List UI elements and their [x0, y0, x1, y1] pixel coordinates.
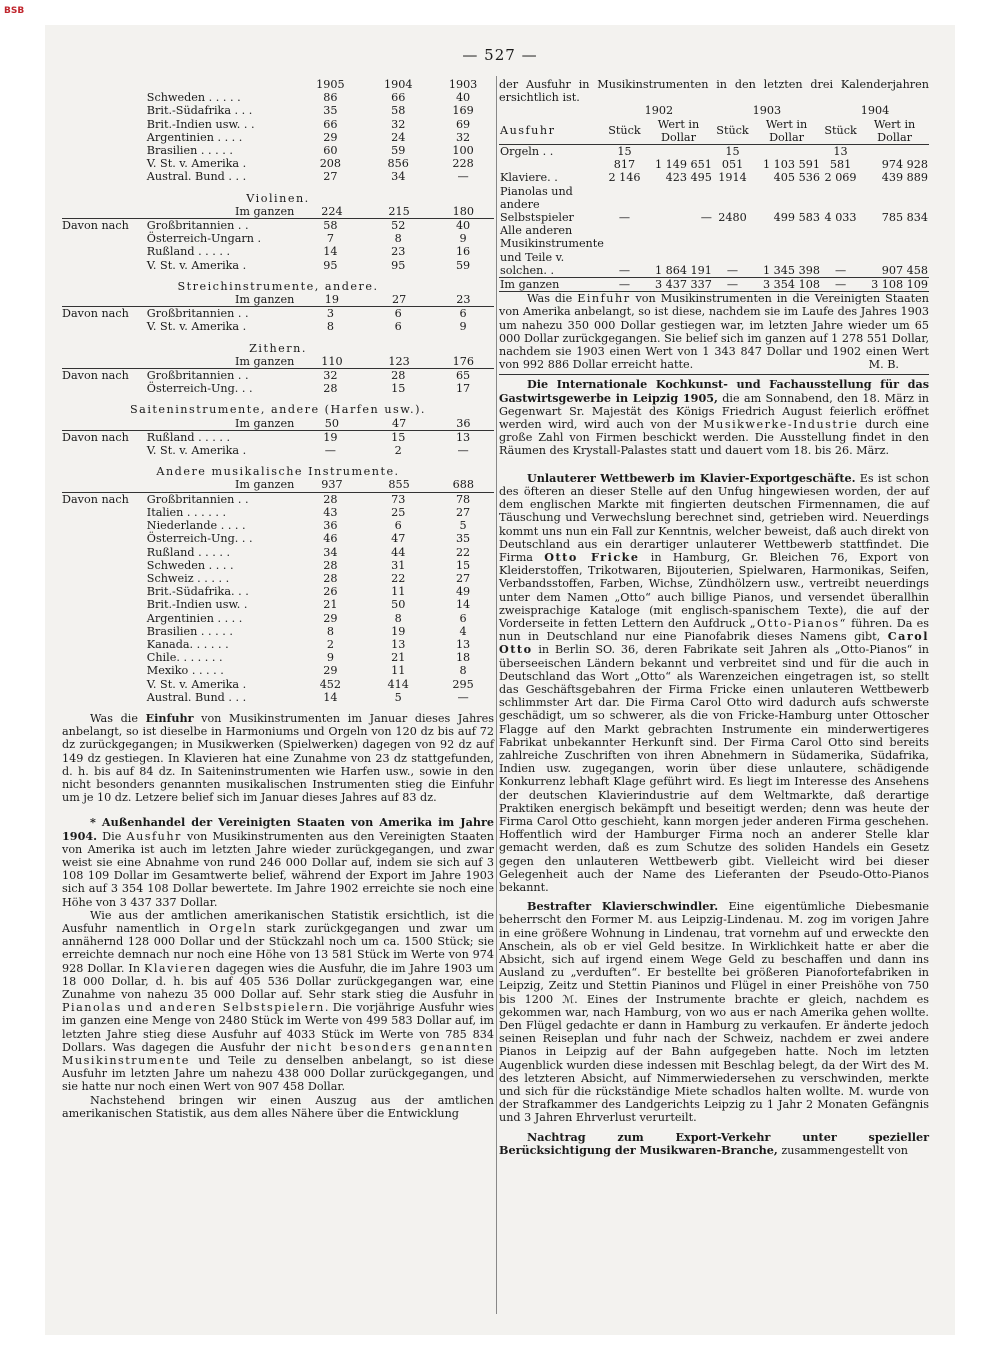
row-value: 23	[391, 245, 406, 259]
row-country: Niederlande . . . .	[146, 519, 246, 533]
row-value: 785 834	[881, 211, 928, 225]
section-title: Andere musikalische Instrumente.	[156, 465, 400, 479]
table-row	[62, 157, 494, 170]
row-prefix	[62, 519, 147, 532]
table-row	[62, 259, 494, 272]
row-value: 34	[391, 170, 406, 184]
row-value: 15	[455, 558, 471, 572]
row-country: Mexiko . . . . .	[146, 664, 224, 678]
row-country: Rußland . . . . .	[146, 245, 231, 259]
row-country: V. St. v. Amerika .	[146, 258, 247, 272]
total-label: Im ganzen	[234, 354, 295, 368]
table-row	[62, 546, 494, 559]
table-row	[62, 232, 494, 245]
total-value: 36	[456, 416, 471, 430]
table-row	[62, 506, 494, 519]
row-value: 1 864 191	[654, 263, 712, 277]
row-value: 49	[455, 585, 471, 599]
row-value: 95	[391, 258, 406, 272]
row-country: V. St. v. Amerika .	[146, 677, 247, 691]
row-value: —	[457, 444, 469, 458]
row-value: 50	[391, 598, 406, 612]
table-row	[62, 131, 494, 144]
table-row	[499, 224, 929, 277]
total-value: 855	[388, 478, 410, 492]
row-value: —	[834, 263, 847, 277]
page-number: — 527 —	[462, 46, 538, 64]
row-value: 19	[323, 430, 338, 444]
row-prefix	[62, 625, 147, 638]
row-value: 8	[394, 232, 402, 246]
row-value: 169	[452, 104, 474, 118]
row-value: 31	[391, 558, 406, 572]
row-value: 2	[326, 637, 334, 651]
row-value: 2	[394, 444, 402, 458]
row-value: 452	[319, 677, 342, 691]
row-country: Österreich-Ung. . .	[146, 382, 253, 396]
row-value: 8	[326, 624, 334, 638]
row-value: 1 149 651	[654, 158, 712, 172]
row-value: 13	[391, 637, 406, 651]
table-row	[62, 559, 494, 572]
row-label: Klaviere. .	[500, 171, 558, 185]
row-prefix	[62, 559, 147, 572]
total-value: 110	[321, 354, 343, 368]
wettbewerb-paragraph: Unlauterer Wettbewerb im Klavier-Exportgeschäfte. Es ist schon des öfteren an dieser Stelle auf den Unfug hingewiesen worden, der auf dem englischen Markte mit fingierten deutschen Firmennamen, die auf Täuschung und Verwechslung berechnet sind, getrieben wird. Neuerdings kommt uns nun ein Fall zur Kenntnis, welcher beweist, daß auch direkt von Deutschland aus ein derartiger unlauterer Wettbewerb stattfindet. Die Firma Otto Fricke in Hamburg, Gr. Bleichen 76, Export von Kleiderstoffen, Trikotwaren, Bijouterien, Spielwaren, Harmonikas, Seifen, Verbandsstoffen, Farben, Wichse, Zündhölzern usw., vertreibt neuerdings unter dem Namen „Otto“ auch billige Pianos, und versendet überallhin zweisprachige Kataloge (mit englisch-spanischem Texte), die auf der Vorderseite in fetten Lettern den Aufdruck „Otto-Pianos“ führen. Da es nun in Deutschland nur eine Pianofabrik dieses Namens gibt, Carol Otto in Berlin SO. 36, deren Fabrikate seit Jahren als „Otto-Pianos“ in überseeischen Ländern bekannt und verbreitet sind und für die auch in Deutschland das Wort „Otto“ als Warenzeichen eingetragen ist, so stellt das Geschäftsgebahren der Firma Fricke einen unlauteren Wettbewerb schlimmster Art dar. Die Firma Carol Otto wird dadurch aufs schwerste geschädigt, um so schwerer, als die von Fricke-Hamburg unter Ottoscher Flagge auf den Markt gebrachten Instrumente ein minderwertigeres Fabrikat unbekannter Herkunft sind. Der Firma Carol Otto sind bereits zahlreiche Zuschriften von ihren Abnehmern in Südamerika, Südafrika, Indien usw. zugegangen, worin über diese unlautere, schädigende Konkurrenz lebhaft Klage geführt wird. Es liegt im Interesse des Ansehens der deutschen Klavierindustrie auf dem Weltmarkte, daß derartige Praktiken energisch bekämpft und beseitigt werden; denn was heute der Firma Carol Otto geschieht, kann morgen jeder anderen Firma geschehen. Hoffentlich wird der Hamburger Firma noch an anderer Stelle klar gemacht werden, daß es zum Schutze des soliden Handels ein Gesetz gegen den unlauteren Wettbewerb gibt. Vielleicht wird bei dieser Gelegenheit auch der Name des Lieferanten der Pseudo-Otto-Pianos bekannt.	[499, 470, 929, 894]
row-prefix: Davon nach	[62, 369, 129, 383]
row-value: 8	[394, 611, 402, 625]
row-value: 3	[326, 307, 334, 321]
row-country: Schweiz . . . . .	[146, 571, 230, 585]
row-value: 100	[452, 144, 474, 158]
row-value: 17	[455, 382, 471, 396]
row-value: 5	[459, 519, 467, 533]
column-divider	[496, 76, 497, 1314]
total-value: 19	[324, 293, 340, 307]
export-table: 1902 1903 1904 Ausfuhr Stück Wert in Dollar Stück Wert in Dollar Stück Wert in Dollar Orgeln . . 15 817 1 149 651 15 051 1 103 591 13 581 974 928 Klaviere. . 2 146 423 495 1914 405 536 2 069 439 889 Pianolas und andere Selbstspieler — — 2480 499 583 4 033 785 834 Alle anderen Musikinstrumente und Teile v. solchen. . — 1 864 191 — 1 345 398 — 907 458 Im ganzen — 3 437 337 — 3 354 108 — 3 108 109	[500, 104, 928, 292]
row-value: 6	[459, 307, 467, 321]
total-value: 215	[388, 204, 410, 218]
row-value: 26	[323, 585, 338, 599]
row-value: 78	[455, 492, 471, 506]
row-prefix	[62, 506, 147, 519]
total-value: 50	[324, 416, 340, 430]
row-country: Kanada. . . . . .	[146, 637, 229, 651]
section-title: Streichinstrumente, andere.	[177, 279, 379, 293]
row-value: 46	[323, 532, 338, 546]
einfuhr-usa-paragraph: Was die Einfuhr von Musikinstrumenten in die Vereinigten Staaten von Amerika anbelangt, so ist diese, nachdem sie im Laufe des Jahres 1903 um nahezu 350 000 Dollar gestiegen war, im letzten Jahre wieder um 65 000 Dollar zurückgegangen. Sie belief sich im ganzen auf 1 278 551 Dollar, nachdem sie 1903 einen Wert von 1 343 847 Dollar und 1902 einen Wert von 992 886 Dollar erreicht hatte. M. B.	[499, 292, 929, 372]
total-value: 176	[452, 354, 475, 368]
row-value: 6	[394, 320, 402, 334]
row-value: 58	[323, 219, 338, 233]
row-value: 11	[391, 585, 406, 599]
total-value: 180	[452, 204, 475, 218]
table-row	[62, 532, 494, 545]
row-value: 22	[455, 545, 471, 559]
row-value: 35	[455, 532, 471, 546]
row-country: Brit.-Südafrika. . .	[146, 585, 249, 599]
row-value: 11	[391, 664, 406, 678]
row-value: 423 495	[665, 171, 712, 185]
row-value: 16	[455, 245, 471, 259]
instrument-sections	[62, 192, 494, 704]
row-value: 5	[394, 690, 402, 704]
row-value: 28	[391, 369, 406, 383]
row-value: 8	[326, 320, 334, 334]
table-row	[62, 91, 494, 104]
row-value: 27	[323, 170, 338, 184]
row-label: Orgeln . .	[500, 145, 554, 159]
total-value: 937	[321, 478, 343, 492]
row-prefix	[62, 382, 147, 395]
table-row	[62, 612, 494, 625]
right-column	[499, 78, 929, 1157]
row-value: 15 817	[613, 145, 636, 172]
row-value: 1 103 591	[763, 158, 820, 172]
row-prefix	[62, 546, 147, 559]
section-title: Violinen.	[246, 191, 310, 205]
table-row	[62, 144, 494, 157]
row-country: Rußland . . . . .	[146, 545, 231, 559]
intro-text: der Ausfuhr in Musikinstrumenten in den letzten drei Kalenderjahren ersichtlich ist.	[499, 78, 929, 105]
table-row	[62, 664, 494, 677]
row-value: 28	[323, 492, 338, 506]
table-row	[62, 572, 494, 585]
row-value: 9	[326, 651, 334, 665]
row-value: 28	[323, 558, 338, 572]
row-value: 69	[455, 117, 471, 131]
row-value: 2480	[718, 211, 747, 225]
table-row	[62, 118, 494, 131]
row-country: Brasilien . . . . .	[146, 144, 233, 158]
row-value: 52	[391, 219, 406, 233]
row-value: 9	[459, 320, 467, 334]
table-row	[62, 307, 494, 320]
row-value: —	[457, 690, 469, 704]
table-row	[499, 185, 929, 225]
row-value: —	[457, 170, 469, 184]
row-value: 36	[323, 519, 338, 533]
row-prefix: Davon nach	[62, 307, 129, 321]
row-value: 22	[391, 571, 406, 585]
row-value: 18	[455, 651, 471, 665]
row-label: Pianolas und andere Selbstspieler	[500, 184, 574, 225]
row-value: 66	[323, 117, 338, 131]
row-value: 32	[455, 130, 471, 144]
row-country: Brit.-Indien usw. .	[146, 598, 248, 612]
row-value: 19	[391, 624, 406, 638]
row-value: 29	[323, 611, 338, 625]
row-value: 27	[455, 505, 471, 519]
row-prefix	[62, 532, 147, 545]
row-prefix	[62, 678, 147, 691]
table-row	[499, 171, 929, 184]
row-value: 1 345 398	[763, 263, 820, 277]
section-total	[62, 417, 494, 431]
row-value: 414	[387, 677, 409, 691]
total-label: Im ganzen	[234, 478, 295, 492]
row-prefix	[62, 598, 147, 611]
table-row	[62, 170, 494, 183]
row-country: Austral. Bund . . .	[146, 170, 247, 184]
row-value: 65	[455, 369, 471, 383]
section-title: Zithern.	[249, 341, 307, 355]
row-country: Brit.-Südafrika . . .	[146, 104, 253, 118]
row-value: 24	[391, 130, 406, 144]
table-row	[62, 519, 494, 532]
row-value: 1914	[718, 171, 747, 185]
row-country: Schweden . . . . .	[146, 91, 241, 105]
row-prefix	[62, 572, 147, 585]
row-value: 25	[391, 505, 406, 519]
row-value: 28	[323, 571, 338, 585]
row-value: 59	[391, 144, 406, 158]
row-value: —	[726, 263, 739, 277]
row-value: 66	[391, 91, 406, 105]
row-value: 2 069	[824, 171, 857, 185]
row-value: 40	[455, 219, 471, 233]
row-value: 44	[391, 545, 406, 559]
row-country: Brasilien . . . . .	[146, 624, 233, 638]
total-value: 123	[388, 354, 410, 368]
row-value: 21	[323, 598, 338, 612]
table-row	[62, 320, 494, 333]
row-country: V. St. v. Amerika .	[146, 157, 247, 171]
row-prefix: Davon nach	[62, 219, 129, 233]
section-total	[62, 355, 494, 369]
section-total	[62, 293, 494, 307]
row-prefix	[62, 232, 147, 245]
row-value: 6	[459, 611, 467, 625]
top-table	[62, 91, 494, 183]
section-title: Saiteninstrumente, andere (Harfen usw.).	[130, 403, 426, 417]
year-header: 1905 1904 1903	[316, 78, 478, 91]
row-value: 43	[323, 505, 338, 519]
row-value: 35	[323, 104, 338, 118]
row-country: Großbritannien . .	[146, 369, 249, 383]
table-row	[62, 651, 494, 664]
section-total	[62, 205, 494, 219]
row-value: 32	[323, 369, 338, 383]
row-prefix	[62, 259, 147, 272]
row-value: 13	[455, 430, 471, 444]
row-value: 47	[391, 532, 406, 546]
row-value: 29	[323, 664, 338, 678]
total-value: 224	[321, 204, 343, 218]
row-value: 856	[387, 157, 409, 171]
row-value: —	[700, 211, 712, 225]
row-value: 439 889	[881, 171, 928, 185]
row-value: 14	[323, 245, 338, 259]
row-value: 295	[452, 677, 474, 691]
table-row	[62, 585, 494, 598]
row-value: 2 146	[608, 171, 641, 185]
nachtrag-paragraph: Nachtrag zum Export-Verkehr unter spezieller Berücksichtigung der Musikwaren-Branche, zusammengestellt von	[499, 1129, 929, 1157]
row-value: 15	[391, 430, 406, 444]
row-value: 208	[319, 157, 342, 171]
row-value: 13 581	[829, 145, 852, 172]
kochkunst-paragraph: Die Internationale Kochkunst- und Fachausstellung für das Gastwirtsgewerbe in Leipzig 1905, die am Sonnabend, den 18. März in Gegenwart Sr. Majestät des Königs Friedrich August feierlich eröffnet werden wird, wird auch von der Musikwerke-Industrie durch eine große Zahl von Firmen beschickt werden. Die Ausstellung findet in den Räumen des Krystall-Palastes statt und dauert vom 18. bis 26. März.	[499, 377, 929, 458]
table-row	[62, 369, 494, 382]
total-label: Im ganzen	[234, 204, 295, 218]
einfuhr-paragraph: Was die Einfuhr von Musikinstrumenten im Januar dieses Jahres anbelangt, so ist dieselbe in Harmoniums und Orgeln von 120 dz bis auf 72 dz zurückgegangen; in Musikwerken (Spielwerken) dagegen von 92 dz auf 149 dz gestiegen. In Klavieren hat eine Zunahme von 23 dz stattgefunden, d. h. bis auf 84 dz. In Saiteninstrumenten wie Harfen usw., sowie in den nicht besonders genannten musikalischen Instrumenten stieg die Einfuhr um je 10 dz. Letzere belief sich im Januar dieses Jahres auf 83 dz.	[62, 710, 494, 805]
row-value: 4	[459, 624, 467, 638]
row-value: 405 536	[773, 171, 820, 185]
row-country: Schweden . . . .	[146, 558, 234, 572]
row-value: 34	[323, 545, 338, 559]
row-prefix: Davon nach	[62, 492, 129, 506]
row-value: 95	[323, 258, 338, 272]
section-total	[62, 478, 494, 492]
row-value: 29	[323, 130, 338, 144]
row-value: 73	[391, 492, 406, 506]
row-country: Argentinien . . . .	[146, 611, 243, 625]
rule	[499, 374, 929, 375]
table-row	[62, 638, 494, 651]
row-value: 9	[459, 232, 467, 246]
row-prefix: Davon nach	[62, 430, 129, 444]
total-value: 47	[391, 416, 407, 430]
row-country: V. St. v. Amerika .	[146, 444, 247, 458]
row-value: 7	[326, 232, 334, 246]
table-row	[62, 382, 494, 395]
table-row	[62, 219, 494, 232]
total-label: Im ganzen	[234, 293, 295, 307]
row-prefix	[62, 585, 147, 598]
row-prefix	[62, 664, 147, 677]
total-value: 23	[456, 293, 471, 307]
table-row	[62, 431, 494, 444]
row-value: —	[324, 444, 336, 458]
schwindler-paragraph: Bestrafter Klavierschwindler. Eine eigentümliche Diebesmanie beherrscht den Former M. aus Leipzig-Lindenau. M. zog im vorigen Jahre in eine größere Wohnung in Lindenau, trat vornehm auf und erweckte den Anschein, als ob er viel Geld besitze. In Wirklichkeit hatte er aber die Absicht, sich auf irgend einem Wege Geld zu beschaffen und dann ins Ausland zu „verduften“. Er bestellte bei größeren Pianofortefabriken in Leipzig, Zeitz und Stettin Pianinos und Flügel in einer Preishöhe von 750 bis 1200 ℳ. Eines der Instrumente brachte er gleich, nachdem es gekommen war, nach Hamburg, von wo aus er nach Amerika gehen wollte. Den Flügel gedachte er dann in Hamburg zu verkaufen. Er änderte jedoch seinen Reiseplan und fuhr nach der Schweiz, nachdem er zwei andere Pianos in Leipzig auf der Bahn aufgegeben hatte. Noch im letzten Augenblick wurden diese indessen mit Beschlag belegt, da der Wirt des M. des letzteren Absicht, auf Nimmerwiedersehen zu verschwinden, merkte und sich für die rückständige Miete schadlos halten wollte. M. wurde von der Strafkammer des Landgerichts Leipzig zu 1 Jahr 2 Monaten Gefängnis und 3 Jahren Ehrverlust verurteilt.	[499, 899, 929, 1125]
row-value: 8	[459, 664, 467, 678]
total-label: Im ganzen	[234, 416, 295, 430]
row-value: —	[618, 263, 631, 277]
nachstehend-paragraph: Nachstehend bringen wir einen Auszug aus der amtlichen amerikanischen Statistik, aus dem alles Nähere über die Entwicklung	[62, 1093, 494, 1120]
row-value: 28	[323, 382, 338, 396]
row-country: Rußland . . . . .	[146, 430, 231, 444]
row-value: 58	[391, 104, 406, 118]
row-value: 60	[323, 144, 338, 158]
row-value: —	[618, 211, 631, 225]
table-row	[62, 104, 494, 117]
row-prefix	[62, 320, 147, 333]
row-value: 15 051	[721, 145, 744, 172]
table-row	[62, 678, 494, 691]
row-value: 6	[394, 519, 402, 533]
library-mark: BSB	[4, 6, 25, 16]
row-country: V. St. v. Amerika .	[146, 320, 247, 334]
left-column	[62, 78, 494, 1120]
table-row	[62, 493, 494, 506]
table-row	[62, 444, 494, 457]
row-prefix	[62, 638, 147, 651]
row-country: Österreich-Ungarn .	[146, 232, 262, 246]
row-value: 32	[391, 117, 406, 131]
table-row	[62, 691, 494, 704]
table-row	[62, 625, 494, 638]
row-value: 14	[455, 598, 471, 612]
row-country: Argentinien . . . .	[146, 130, 243, 144]
row-value: 907 458	[881, 263, 928, 277]
row-value: 27	[455, 571, 471, 585]
table-row	[62, 598, 494, 611]
row-value: 15	[391, 382, 406, 396]
row-value: 228	[452, 157, 474, 171]
row-value: 499 583	[773, 211, 820, 225]
total-value: 688	[452, 478, 475, 492]
row-value: 14	[323, 690, 338, 704]
row-country: Brit.-Indien usw. . .	[146, 117, 255, 131]
row-value: 974 928	[881, 158, 928, 172]
row-country: Chile. . . . . . .	[146, 651, 223, 665]
row-value: 13	[455, 637, 471, 651]
table-row	[62, 245, 494, 258]
row-prefix	[62, 651, 147, 664]
row-value: 59	[455, 258, 471, 272]
row-prefix	[62, 691, 147, 704]
row-value: 21	[391, 651, 406, 665]
row-value: 6	[394, 307, 402, 321]
row-label: Alle anderen Musikinstrumente und Teile v. solchen. .	[500, 224, 604, 277]
row-country: Italien . . . . . .	[146, 505, 227, 519]
row-country: Großbritannien . .	[146, 219, 249, 233]
row-prefix	[62, 245, 147, 258]
row-country: Österreich-Ung. . .	[146, 532, 253, 546]
statistik-paragraph: Wie aus der amtlichen amerikanischen Statistik ersichtlich, ist die Ausfuhr namentlich in Orgeln stark zurückgegangen und zwar um annähernd 128 000 Dollar und der Stückzahl noch um ca. 1500 Stück; sie erreichte demnach nur noch eine Höhe von 13 581 Stück im Werte von 974 928 Dollar. In Klavieren dagegen wies die Ausfuhr, die im Jahre 1903 um 18 000 Dollar, d. h. bis auf 405 536 Dollar zurückgegangen war, eine Zunahme von nahezu 35 000 Dollar auf. Sehr stark stieg die Ausfuhr in Pianolas und anderen Selbstspielern. Die vorjährige Ausfuhr wies im ganzen eine Menge von 2480 Stück im Werte von 499 583 Dollar auf, im letzten Jahre stieg diese Ausfuhr auf 4033 Stück im Werte von 785 834 Dollars. Was dagegen die Ausfuhr der nicht besonders genannten Musikinstrumente und Teile zu denselben anbelangt, so ist diese Ausfuhr im letzten Jahre um nahezu 438 000 Dollar zurückgegangen, und sie hatte nur noch einen Wert von 907 458 Dollar.	[62, 908, 494, 1094]
table-row	[499, 145, 929, 172]
row-value: 40	[455, 91, 471, 105]
row-value: 4 033	[824, 211, 857, 225]
aussenhandel-paragraph: * Außenhandel der Vereinigten Staaten von Amerika im Jahre 1904. Die Ausfuhr von Musikinstrumenten aus den Vereinigten Staaten von Amerika ist auch im letzten Jahre wieder zurückgegangen, und zwar weist sie eine Abnahme von rund 246 000 Dollar auf, indem sie sich auf 3 108 109 Dollar im Gesamtwerte belief, während der Export im Jahre 1903 sich auf 3 354 108 Dollar bewertete. Im Jahre 1902 erreichte sie noch eine Höhe von 3 437 337 Dollar.	[62, 815, 494, 909]
row-prefix	[62, 444, 147, 457]
total-value: 27	[391, 293, 407, 307]
row-value: 86	[323, 91, 338, 105]
row-prefix	[62, 612, 147, 625]
row-country: Austral. Bund . . .	[146, 690, 247, 704]
row-country: Großbritannien . .	[146, 492, 249, 506]
row-country: Großbritannien . .	[146, 307, 249, 321]
